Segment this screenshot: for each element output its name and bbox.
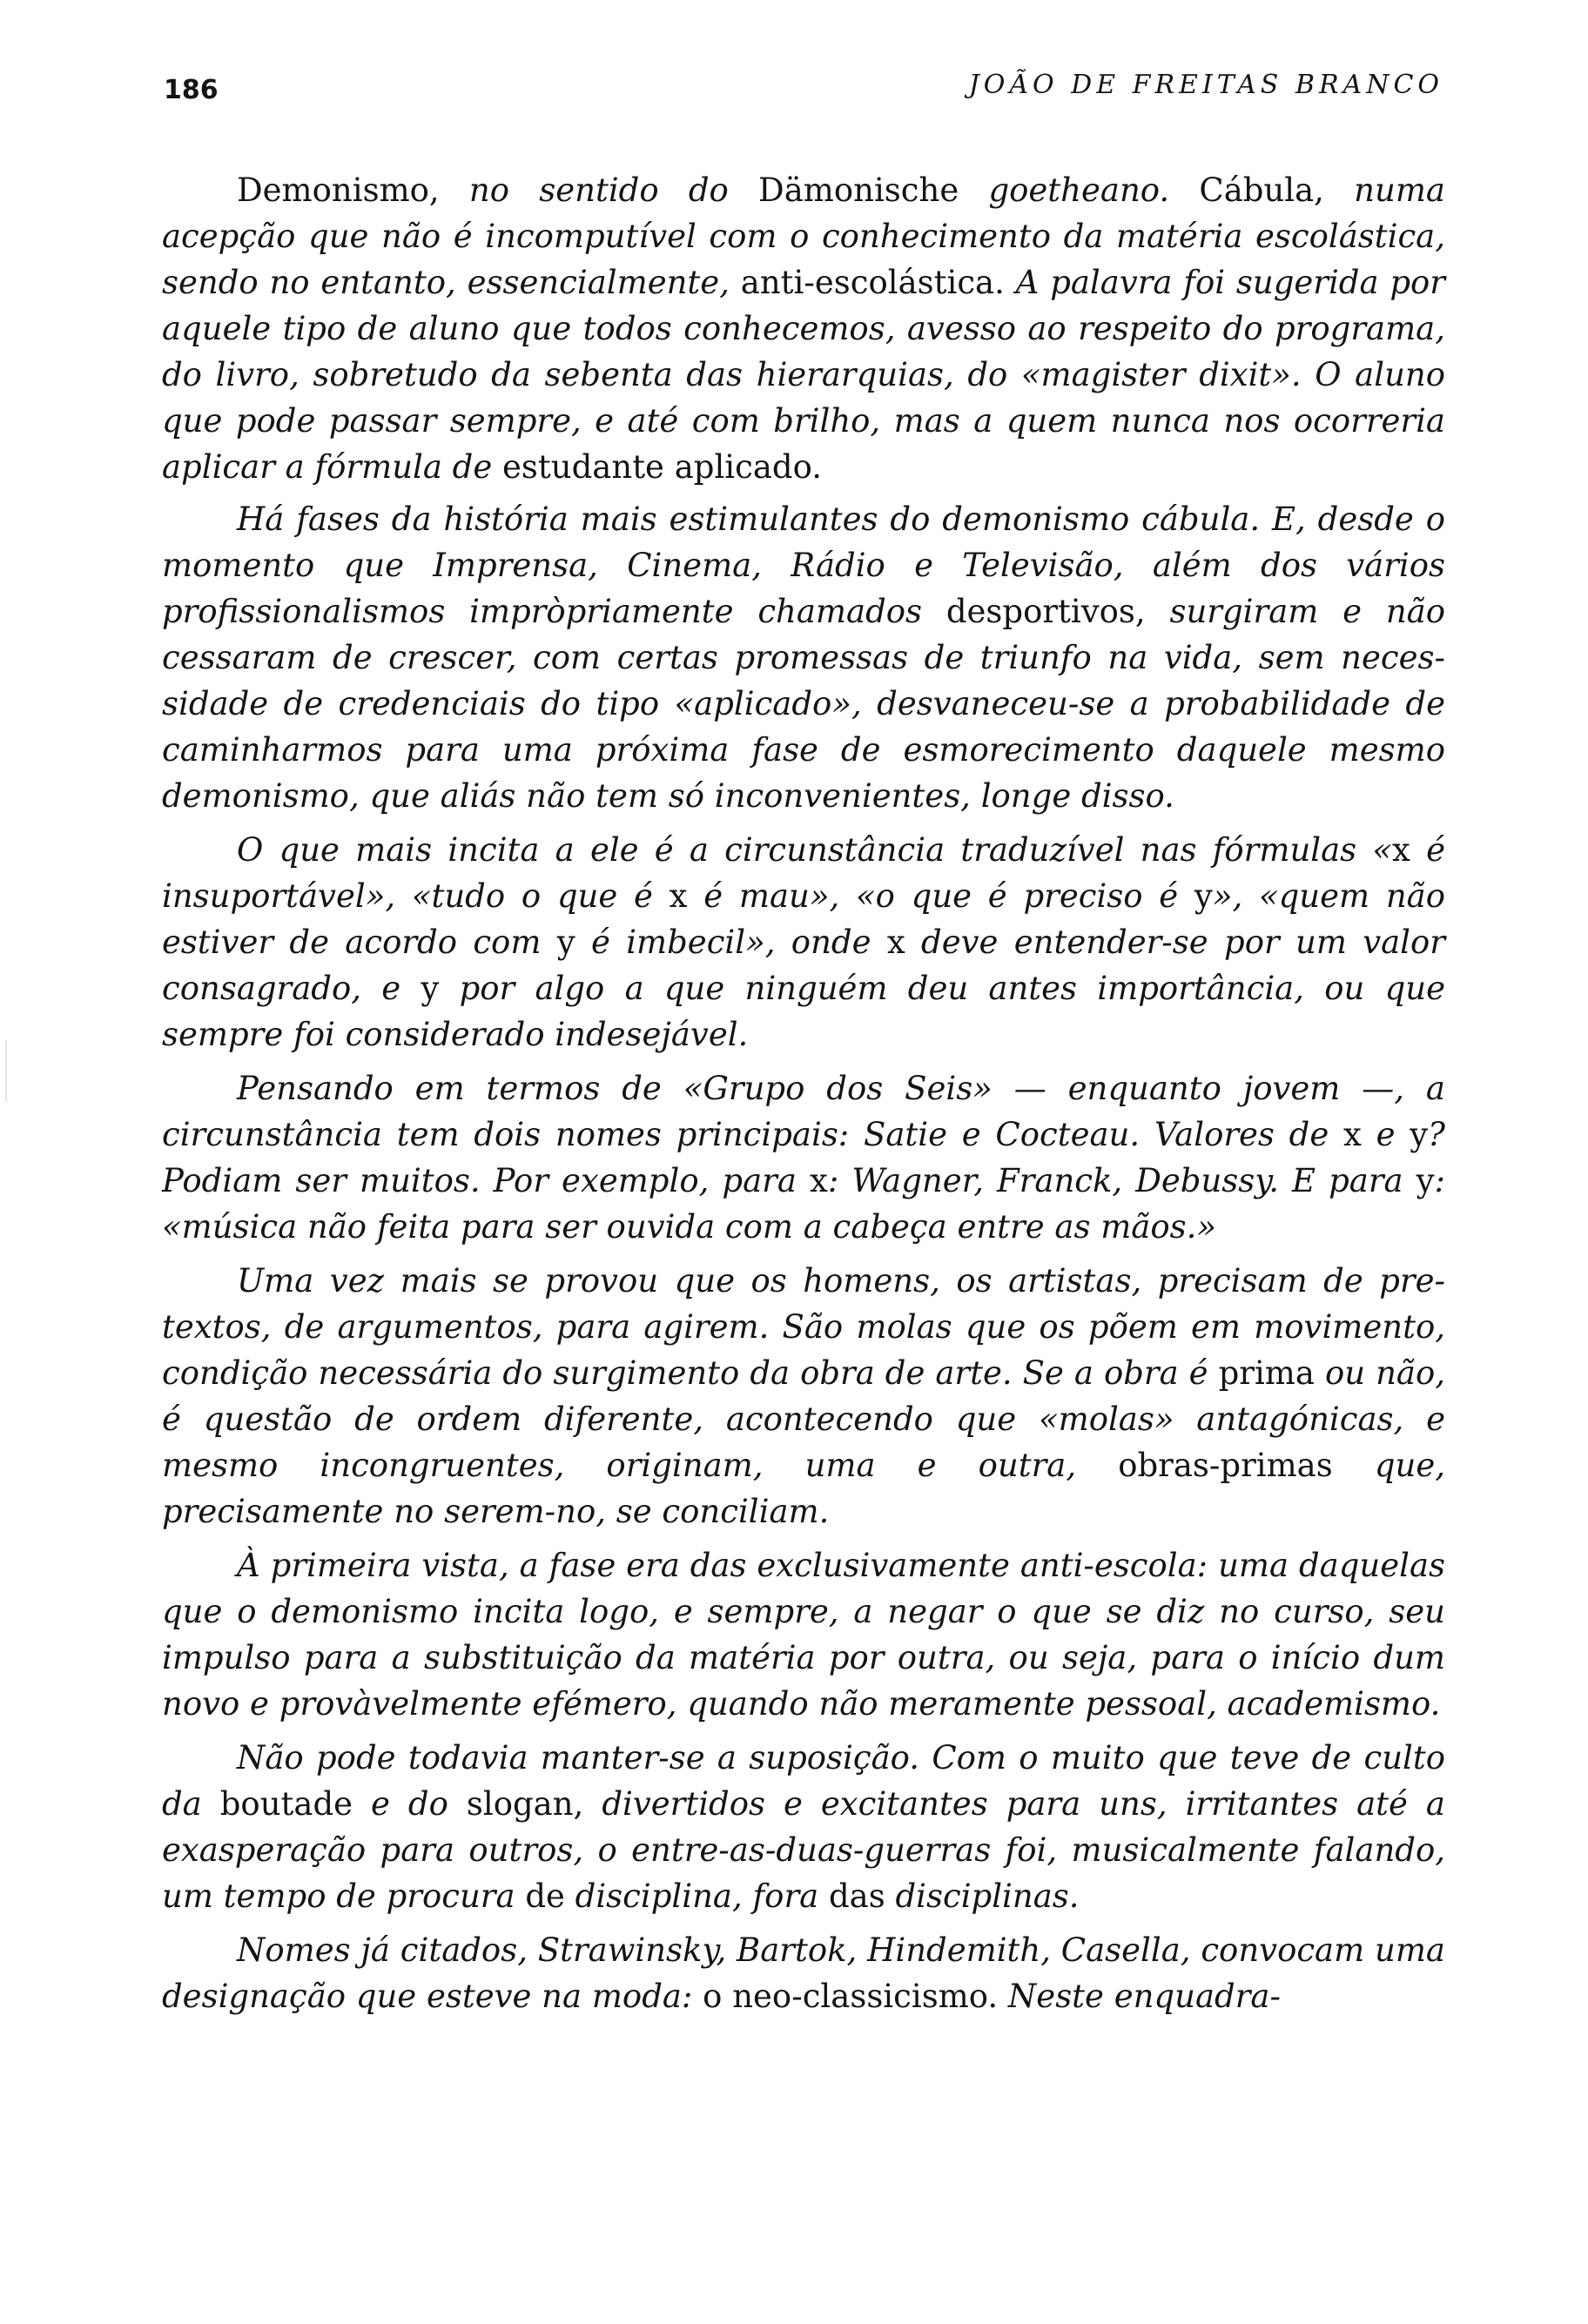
- paragraph: [162, 167, 1445, 490]
- roman-text-run: y: [1416, 1162, 1435, 1199]
- italic-text-run: Neste enquadra-: [1007, 1978, 1281, 2015]
- roman-text-run: x: [809, 1162, 828, 1199]
- roman-text-run: y: [556, 924, 591, 961]
- roman-text-run: desportivos,: [945, 593, 1170, 630]
- roman-text-run: das: [828, 1877, 896, 1915]
- italic-text-run: surgiram e não cessaram de crescer, com certas promessas de triunfo na vida, sem necessidade de credenciais do tipo «aplicado», desvaneceu-se a probabilidade de caminharmos para uma próxima fase de esmorecimento daquele mesmo demonismo, que aliás não tem só inconvenientes, longe disso.: [162, 593, 1446, 815]
- running-head: JOÃO DE FREITAS BRANCO: [968, 70, 1443, 100]
- roman-text-run: Demonismo,: [237, 171, 469, 209]
- paragraph: [162, 1927, 1445, 2019]
- italic-text-run: deve entender-se por um valor consagrado, e: [162, 924, 1445, 1007]
- roman-text-run: y: [421, 970, 460, 1007]
- italic-text-run: é imbecil», onde: [590, 924, 887, 961]
- italic-text-run: goetheano.: [988, 171, 1200, 209]
- italic-text-run: e: [1376, 1116, 1410, 1153]
- italic-text-run: Uma vez mais se provou que os homens, os artistas, precisam de pretextos, de argumentos, para agirem. São molas que os põem em movimento, condição necessária do surgimento da obra de arte. Se a obra é: [162, 1262, 1445, 1392]
- paragraph: [162, 1258, 1445, 1535]
- italic-text-run: é mau», «o que é preciso é: [703, 877, 1194, 915]
- italic-text-run: numa acepção que não é incomputível com o conhecimento da matéria escolástica, sendo no entanto, essencialmente,: [162, 171, 1445, 301]
- roman-text-run: slogan,: [466, 1785, 602, 1823]
- italic-text-run: por algo a que ninguém deu antes importância, ou que sempre foi considerado indesejável.: [162, 970, 1445, 1053]
- italic-text-run: disciplinas.: [895, 1877, 1080, 1915]
- roman-text-run: boutade: [219, 1785, 372, 1823]
- roman-text-run: Dämonische: [758, 171, 989, 209]
- page-header: [164, 63, 1443, 115]
- paragraph: [162, 827, 1445, 1058]
- roman-text-run: Cábula,: [1199, 171, 1355, 209]
- body-text: [162, 167, 1445, 2027]
- italic-text-run: é insuportável», «tudo o que é: [162, 831, 1445, 915]
- paragraph: [162, 1735, 1445, 1919]
- italic-text-run: : Wagner, Franck, Debussy. E para: [827, 1162, 1416, 1199]
- roman-text-run: x: [1342, 1116, 1376, 1153]
- italic-text-run: ? Podiam ser muitos. Por exemplo, para: [162, 1116, 1445, 1199]
- roman-text-run: y: [1194, 877, 1213, 915]
- roman-text-run: x: [1392, 831, 1427, 869]
- italic-text-run: divertidos e excitantes para uns, irritantes até a exasperação para outros, o entre-as-duas-guerras foi, musicalmente falando, um tempo de procura: [162, 1785, 1445, 1915]
- italic-text-run: disciplina, fora: [575, 1877, 829, 1915]
- scan-edge-mark: [5, 1040, 7, 1101]
- italic-text-run: no sentido do: [468, 171, 759, 209]
- italic-text-run: Há fases da história mais estimulantes do demonismo cábula. E, desde o momento que Imprensa, Cinema, Rádio e Televisão, além dos vários profissionalismos impròpriamente chamados: [162, 500, 1445, 630]
- italic-text-run: que, precisamente no serem-no, se conciliam.: [162, 1447, 1445, 1530]
- italic-text-run: Nomes já citados, Strawinsky, Bartok, Hindemith, Casella, convocam uma designação que esteve na moda:: [162, 1931, 1445, 2015]
- italic-text-run: », «quem não estiver de acordo com: [162, 877, 1445, 961]
- italic-text-run: À primeira vista, a fase era das exclusivamente anti-escola: uma daquelas que o demonismo incita logo, e sempre, a negar o que se diz no curso, seu impulso para a substituição da matéria por outra, ou seja, para o início dum novo e provàvelmente efémero, quando não meramente pessoal, academismo.: [162, 1547, 1445, 1723]
- roman-text-run: prima: [1218, 1354, 1325, 1392]
- italic-text-run: e do: [371, 1785, 467, 1823]
- paragraph: [162, 1065, 1445, 1250]
- page-number: 186: [164, 75, 219, 105]
- italic-text-run: ou não, é questão de ordem diferente, acontecendo que «molas» antagónicas, e mesmo incongruentes, originam, uma e outra,: [162, 1354, 1445, 1484]
- italic-text-run: Pensando em termos de «Grupo dos Seis» — enquanto jovem —, a circunstância tem dois nomes principais: Satie e Cocteau. Valores de: [162, 1070, 1445, 1153]
- roman-text-run: obras-primas: [1118, 1447, 1375, 1484]
- italic-text-run: A palavra foi sugerida por aquele tipo de aluno que todos conhecemos, avesso ao respeito do programa, do livro, sobretudo da sebenta das hierarquias, do «magister dixit». O aluno que pode passar sempre, e até com brilho, mas a quem nunca nos ocorreria aplicar a fórmula de: [162, 264, 1445, 486]
- roman-text-run: de: [525, 1877, 575, 1915]
- italic-text-run: : «música não feita para ser ouvida com a cabeça entre as mãos.»: [162, 1162, 1446, 1246]
- roman-text-run: y: [1410, 1116, 1429, 1153]
- italic-text-run: O que mais incita a ele é a circunstância traduzível nas fórmulas «: [237, 831, 1393, 869]
- roman-text-run: x: [669, 877, 704, 915]
- italic-text-run: Não pode todavia manter-se a suposição. Com o muito que teve de culto da: [162, 1739, 1445, 1823]
- paragraph: [162, 1542, 1445, 1727]
- roman-text-run: anti-escolástica.: [740, 264, 1016, 301]
- paragraph: [162, 496, 1445, 819]
- roman-text-run: estudante aplicado.: [502, 448, 822, 486]
- roman-text-run: o neo-classicismo.: [703, 1978, 1008, 2015]
- roman-text-run: x: [886, 924, 922, 961]
